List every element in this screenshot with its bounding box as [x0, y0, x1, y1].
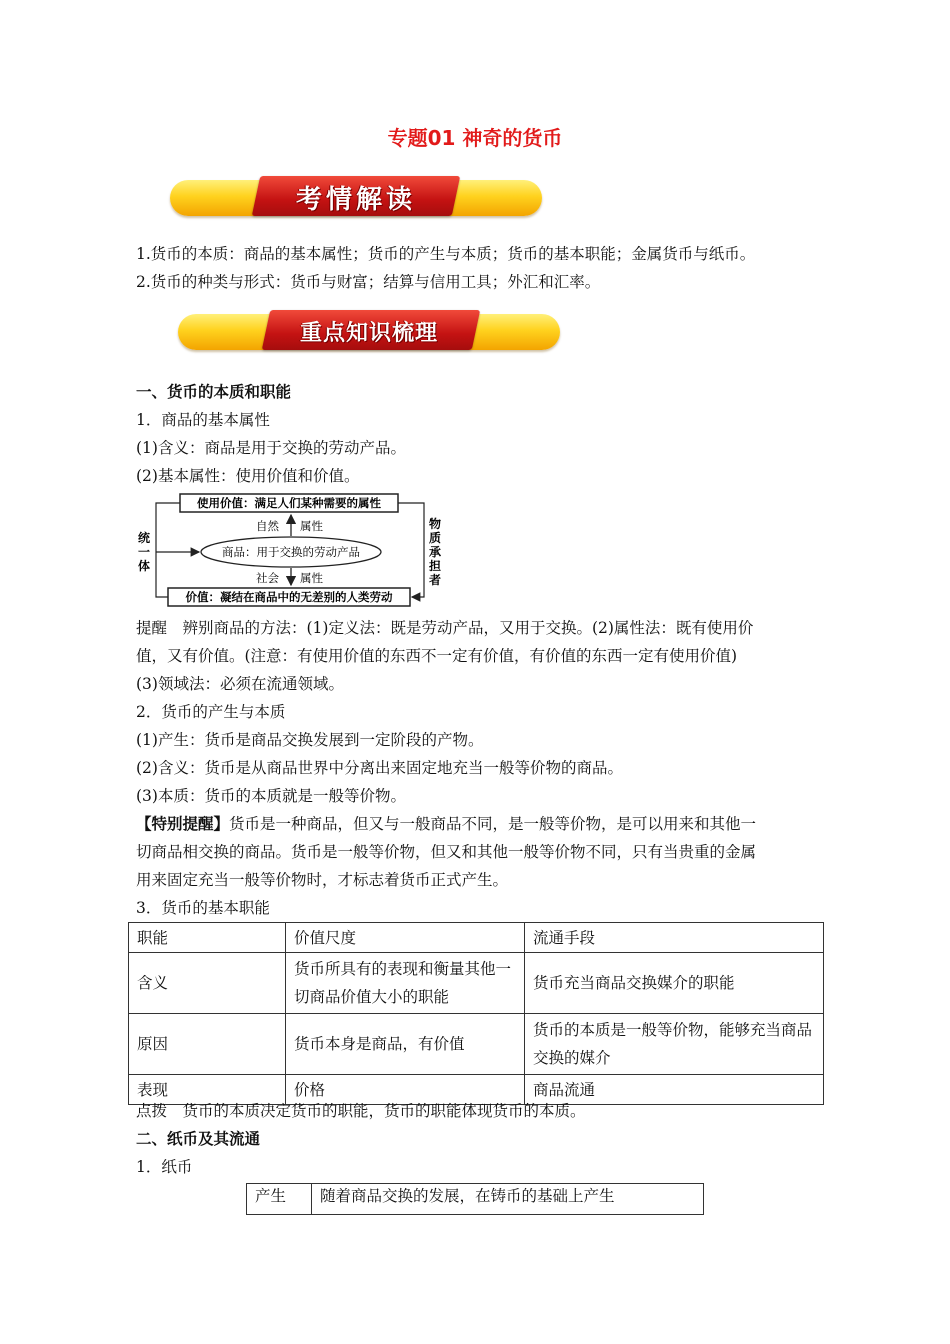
table-cell: 价格 — [286, 1075, 525, 1105]
paragraph: 1．商品的基本属性 — [136, 411, 270, 429]
down-right-label: 属性 — [300, 571, 323, 585]
paragraph: (1)产生：货币是商品交换发展到一定阶段的产物。 — [136, 731, 484, 749]
table-cell: 职能 — [129, 923, 286, 953]
table-cell: 含义 — [129, 953, 286, 1014]
tebie-text: 货币是一种商品，但又与一般商品不同，是一般等价物，是可以用来和其他一 — [229, 815, 757, 833]
paragraph: (2)含义：货币是从商品世界中分离出来固定地充当一般等价物的商品。 — [136, 759, 623, 777]
left-label-1: 统 — [138, 531, 151, 545]
money-functions-table — [128, 922, 824, 1105]
dianbo-line: 点拨 货币的本质决定货币的职能，货币的职能体现货币的本质。 — [136, 1102, 586, 1120]
tixing-line-1: 提醒 辨别商品的方法：(1)定义法：既是劳动产品，又用于交换。(2)属性法：既有使用价 — [136, 619, 754, 637]
tixing-line-2: 值，又有价值。(注意：有使用价值的东西不一定有价值，有价值的东西一定有使用价值) — [136, 647, 738, 665]
banner-zhishi — [178, 310, 560, 354]
right-label-4: 担 — [429, 559, 442, 573]
paragraph: (3)本质：货币的本质就是一般等价物。 — [136, 787, 406, 805]
right-label-3: 承 — [429, 545, 442, 559]
kaoqing-line-2: 2.货币的种类与形式：货币与财富；结算与信用工具；外汇和汇率。 — [136, 273, 601, 291]
right-label-2: 质 — [429, 531, 442, 545]
tebie-line-1 — [136, 812, 756, 834]
tebie-line-3: 用来固定充当一般等价物时，才标志着货币正式产生。 — [136, 871, 509, 889]
banner-label: 考情解读 — [295, 185, 416, 215]
table-row — [129, 923, 824, 953]
section-heading-1: 一、货币的本质和职能 — [136, 383, 292, 401]
table-cell: 流通手段 — [525, 923, 824, 953]
top-box-text: 使用价值：满足人们某种需要的属性 — [197, 496, 381, 510]
table-cell: 价值尺度 — [286, 923, 525, 953]
left-bracket — [156, 503, 180, 597]
table-row — [247, 1184, 704, 1215]
up-left-label: 自然 — [256, 519, 279, 533]
bottom-box-text: 价值：凝结在商品中的无差别的人类劳动 — [185, 590, 393, 604]
table-row — [129, 1014, 824, 1075]
right-bracket — [398, 503, 424, 597]
table-cell: 表现 — [129, 1075, 286, 1105]
banner-kaoqing — [170, 176, 542, 220]
commodity-attributes-diagram — [134, 490, 446, 610]
paragraph: 3．货币的基本职能 — [136, 899, 270, 917]
left-label-3: 体 — [138, 559, 151, 573]
right-label-1: 物 — [429, 517, 442, 531]
table-cell: 货币本身是商品，有价值 — [286, 1014, 525, 1075]
table-cell: 货币充当商品交换媒介的职能 — [525, 953, 824, 1014]
table-cell: 原因 — [129, 1014, 286, 1075]
down-left-label: 社会 — [256, 571, 279, 585]
table-cell: 商品流通 — [525, 1075, 824, 1105]
banner-label: 重点知识梳理 — [299, 321, 438, 346]
table-cell: 货币所具有的表现和衡量其他一切商品价值大小的职能 — [286, 953, 525, 1014]
section-heading-2: 二、纸币及其流通 — [136, 1130, 261, 1148]
right-label-5: 者 — [429, 573, 442, 587]
tebie-line-2: 切商品相交换的商品。货币是一般等价物，但又和其他一般等价物不同，只有当贵重的金属 — [136, 843, 757, 861]
table-cell: 货币的本质是一般等价物，能够充当商品交换的媒介 — [525, 1014, 824, 1075]
page-title: 专题01 神奇的货币 — [387, 126, 563, 150]
center-text: 商品：用于交换的劳动产品 — [222, 545, 360, 559]
paragraph: 2．货币的产生与本质 — [136, 703, 286, 721]
paragraph: (1)含义：商品是用于交换的劳动产品。 — [136, 439, 406, 457]
left-label-2: 一 — [138, 545, 151, 559]
table-cell: 随着商品交换的发展，在铸币的基础上产生 — [312, 1184, 704, 1215]
table-row — [129, 953, 824, 1014]
paragraph: (2)基本属性：使用价值和价值。 — [136, 467, 360, 485]
kaoqing-line-1: 1.货币的本质：商品的基本属性；货币的产生与本质；货币的基本职能；金属货币与纸币。 — [136, 245, 756, 263]
up-right-label: 属性 — [300, 519, 323, 533]
paper-money-table — [246, 1183, 704, 1215]
paragraph: 1．纸币 — [136, 1158, 193, 1176]
table-cell: 产生 — [247, 1184, 312, 1215]
tebie-label: 【特别提醒】 — [136, 815, 230, 833]
tixing-line-3: (3)领域法：必须在流通领域。 — [136, 675, 344, 693]
